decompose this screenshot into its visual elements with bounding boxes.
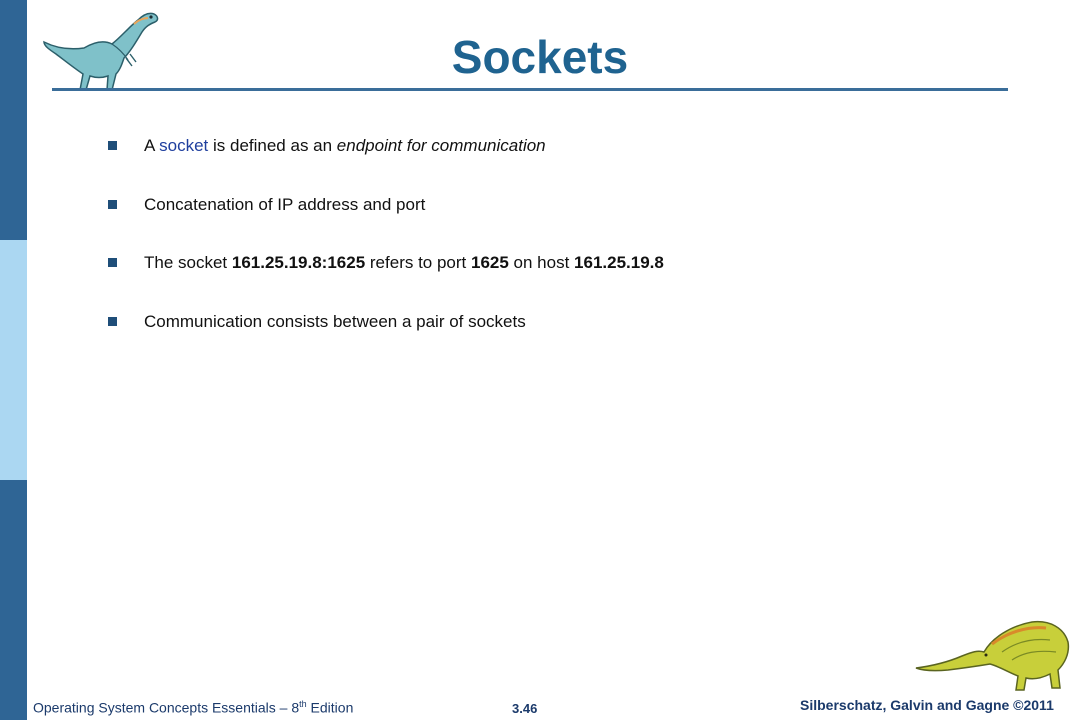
- bullet-text: Communication consists between a pair of sockets: [144, 311, 526, 331]
- bullet-square-icon: [108, 317, 117, 326]
- bullet-text-mid2: on host: [508, 253, 575, 272]
- bullet-text-mid: refers to port: [365, 253, 471, 272]
- footer-book-suffix: Edition: [306, 699, 354, 716]
- bullet-text: Concatenation of IP address and port: [144, 194, 426, 214]
- title-underline: [52, 88, 1008, 91]
- bullet-text-prefix: A: [144, 136, 160, 155]
- footer-page-number: 3.46: [512, 701, 538, 716]
- footer-copyright: Silberschatz, Galvin and Gagne ©2011: [800, 697, 1054, 713]
- bullet-square-icon: [108, 200, 117, 209]
- footer-book-prefix: Operating System Concepts Essentials – 8: [33, 699, 300, 716]
- socket-address: 161.25.19.8:1625: [231, 253, 366, 272]
- footer-book-sup: th: [299, 699, 307, 709]
- host-address: 161.25.19.8: [574, 253, 664, 272]
- footer-book-title: [33, 699, 353, 716]
- bullet-text-mid: is defined as an: [208, 136, 337, 155]
- sidebar-bottom-band: [0, 480, 27, 720]
- sidebar-middle-band: [0, 240, 27, 480]
- bullet-square-icon: [108, 258, 117, 267]
- slide-title: Sockets: [451, 31, 629, 83]
- term-socket: socket: [159, 136, 209, 155]
- bullet-square-icon: [108, 141, 117, 150]
- emphasis-endpoint: endpoint for communication: [336, 136, 546, 155]
- port-number: 1625: [471, 253, 509, 272]
- bullet-text-prefix: The socket: [144, 253, 232, 272]
- dinosaur-bottom-icon: [912, 608, 1072, 696]
